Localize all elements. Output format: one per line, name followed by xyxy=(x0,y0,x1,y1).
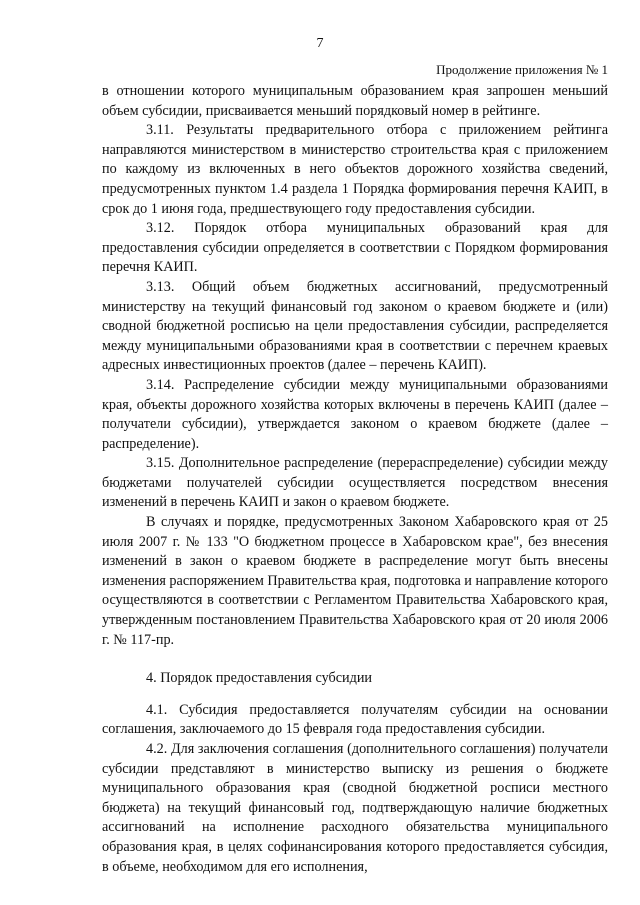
page-number: 7 xyxy=(316,36,324,51)
paragraph-3-13: 3.13. Общий объем бюджетных ассигнований, предусмотренный министерству на текущий финансовый год законом о краевом бюджете и (или) сводной бюджетной росписью на цели предоставления субсидии, распределяется между муниципальными образованиями края в соответствии с перечнем краевых адресных инвестиционных проектов (далее – перечень КАИП). xyxy=(102,278,608,374)
document-body xyxy=(102,82,608,877)
paragraph-3-11: 3.11. Результаты предварительного отбора с приложением рейтинга направляются министерством в министерство строительства края с приложением по каждому из включенных в него объектов дорожного хозяйства сведений, предусмотренных пунктом 1.4 раздела 1 Порядка формирования перечня КАИП, в срок до 1 июня года, предшествующего году предоставления субсидии. xyxy=(102,122,608,217)
continuation-note: Продолжение приложения № 1 xyxy=(436,62,608,77)
paragraph-3-15: 3.15. Дополнительное распределение (перераспределение) субсидии между бюджетами получателей субсидии осуществляется посредством внесения изменений в перечень КАИП и закон о краевом бюджете. xyxy=(102,455,608,511)
paragraph-cases: В случаях и порядке, предусмотренных Законом Хабаровского края от 25 июля 2007 г. № 133 "О бюджетном процессе в Хабаровском крае", без внесения изменений в закон о краевом бюджете в распределение могут быть внесены изменения распоряжением Правительства края, подготовка и направление которого осуществляются в соответствии с Регламентом Правительства Хабаровского края, утвержденным постановлением Правительства Хабаровского края от 20 июля 2006 г. № 117-пр. xyxy=(102,514,608,648)
paragraph-continued: в отношении которого муниципальным образованием края запрошен меньший объем субсидии, присваивается меньший порядковый номер в рейтинге. xyxy=(102,83,608,119)
paragraph-4-1: 4.1. Субсидия предоставляется получателям субсидии на основании соглашения, заключаемого до 15 февраля года предоставления субсидии. xyxy=(102,701,608,738)
section-4-heading: 4. Порядок предоставления субсидии xyxy=(146,670,373,687)
paragraph-3-14: 3.14. Распределение субсидии между муниципальными образованиями края, объекты дорожного хозяйства которых включены в перечень КАИП (далее – получатели субсидии), утверждается законом о краевом бюджете (далее – распределение). xyxy=(102,376,608,452)
paragraph-3-12: 3.12. Порядок отбора муниципальных образований края для предоставления субсидии определяется в соответствии с Порядком формирования перечня КАИП. xyxy=(102,220,608,276)
paragraph-4-2: 4.2. Для заключения соглашения (дополнительного соглашения) получатели субсидии представляют в министерство выписку из решения о бюджете муниципального образования края (сводной бюджетной росписи местного бюджета) на текущий финансовый год, подтверждающую наличие бюджетных ассигнований на исполнение расходного обязательства муниципального образования края, в целях софинансирования которого предоставляется субсидия, в объеме, необходимом для его исполнения, xyxy=(102,741,608,875)
